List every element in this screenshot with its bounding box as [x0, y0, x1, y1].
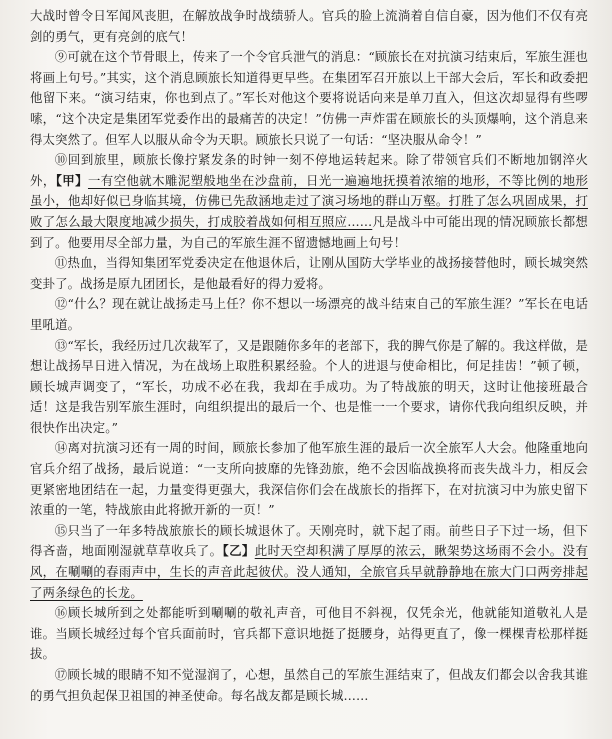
paragraph-text: 顾长城的眼睛不知不觉湿润了，心想，虽然自己的军旅生涯结束了，但战友们都会以舍我其谁的勇气担负起保卫祖国的神圣使命。每名战友都是顾长城…… [30, 667, 588, 703]
paragraph-10 [30, 665, 588, 706]
paragraph-text: 大战时曾令日军闻风丧胆，在解放战争时战绩骄人。官兵的脸上流淌着自信自豪，因为他们不仅有亮剑的勇气，更有亮剑的底气！ [30, 8, 588, 44]
paragraph-number: ⑪ [54, 255, 68, 271]
paragraph-number: ⑬ [54, 337, 68, 353]
paragraph-text: 离对抗演习还有一周的时间，顾旅长参加了他军旅生涯的最后一次全旅军人大会。他隆重地向官兵介绍了战扬，最后说道：“一支所向披靡的先锋劲旅，绝不会因临战换将而丧失战斗力，相反会更紧密地团结在一起，力量变得更强大，我深信你们会在战旅长的指挥下，在对抗演习中为旅史留下浓重的一笔，特战旅由此将掀开新的一页！” [30, 440, 588, 518]
paragraph-8 [30, 521, 588, 603]
paragraph-number: ⑰ [54, 667, 68, 682]
paragraph-number: ⑮ [54, 522, 68, 538]
paragraph-number: ⑭ [54, 440, 68, 456]
paragraph-text: 回到旅里，顾旅长像拧紧发条的时钟一刻不停地运转起来。除了带领官兵们不断地加钢淬火外， [30, 152, 589, 188]
paragraph-number: ⑫ [54, 296, 68, 312]
paragraph-text: “军长，我经历过几次裁军了，又是跟随你多年的老部下，我的脾气你是了解的。我这样做，是想让战扬早日进入情况，为在战场上取胜积累经验。个人的进退与使命相比，何足挂齿！”顿了顿，顾长城声调变了，“军长，功成不必在我，我却在手成功。为了特战旅的明天，这时让他接班最合适！这是我告别军旅生涯时，向组织提出的最后一个、也是惟一一个要求，请你代我向组织反映，并很快作出决定。” [30, 337, 588, 435]
paragraph-5 [30, 294, 588, 335]
paragraph-9 [30, 603, 588, 665]
paragraph-text: 凡是战斗中可能出现的情况顾旅长都想到了。他要用尽全部力量，为自己的军旅生涯不留遗憾地画上句号！ [30, 213, 588, 250]
paragraph-7 [30, 438, 588, 520]
paragraph-1 [30, 6, 588, 47]
paragraph-text: “什么？现在就让战扬走马上任？你不想以一场漂亮的战斗结束自己的军旅生涯？”军长在电话里吼道。 [30, 296, 588, 332]
paragraph-4 [30, 253, 588, 294]
paragraph-text: 热血，当得知集团军党委决定在他退休后，让刚从国防大学毕业的战扬接替他时，顾长城突然变卦了。战扬是原九团团长，是他最看好的得力爱将。 [30, 255, 588, 291]
paragraph-2 [30, 47, 588, 150]
paragraph-text: 可就在这个节骨眼上，传来了一个令官兵泄气的消息：“顾旅长在对抗演习结束后，军旅生涯也将画上句号。”其实，这个消息顾旅长知道得更早些。在集团军召开旅以上干部大会后，军长和政委把他留下来。“演习结束，你也到点了。”军长对他这个要将说话向来是单刀直入，但这次却显得有些啰嗦，“这个决定是集团军党委作出的最痛苦的决定！”仿佛一声炸雷在顾旅长的头顶爆响，这个消息来得太突然了。但军人以服从命令为天职。顾旅长只说了一句话：“坚决服从命令！” [30, 49, 588, 147]
paragraph-text: 顾长城所到之处都能听到唰唰的敬礼声音，可他目不斜视，仅凭余光，他就能知道敬礼人是谁。当顾长城经过每个官兵面前时，官兵都下意识地挺了挺腰身，站得更直了，像一棵棵青松那样挺拔。 [30, 605, 589, 662]
paragraph-number: ⑯ [54, 605, 68, 621]
passage-tag: 【甲】 [55, 172, 88, 188]
paragraph-number: ⑩ [54, 152, 68, 168]
paragraph-3 [30, 150, 588, 253]
underlined-passage: 此时天空却积满了厚厚的浓云，瞅架势这场雨不会小。没有风，在唰唰的春雨声中，生长的声音此起彼伏。没人通知，全旅官兵早就静静地在旅大门口两旁排起了两条绿色的长龙。 [30, 543, 589, 600]
underlined-passage: 一有空他就木雕泥塑般地坐在沙盘前，日光一遍遍地抚摸着浓缩的地形，不等比例的地形虽小，他却好似已身临其境，仿佛已先敌涵地走过了演习场地的群山万壑。打胜了怎么巩固成果，打败了怎么最大限度地减少损失，打成胶着战如何相互照应…… [30, 172, 589, 229]
paragraph-number: ⑨ [54, 49, 68, 65]
paragraph-text: 只当了一年多特战旅旅长的顾长城退休了。天刚亮时，就下起了雨。前些日子下过一场，但下得吝啬，地面刚湿就草草收兵了。 [30, 522, 588, 559]
passage-tag: 【乙】 [222, 543, 255, 559]
paragraph-6 [30, 336, 588, 439]
